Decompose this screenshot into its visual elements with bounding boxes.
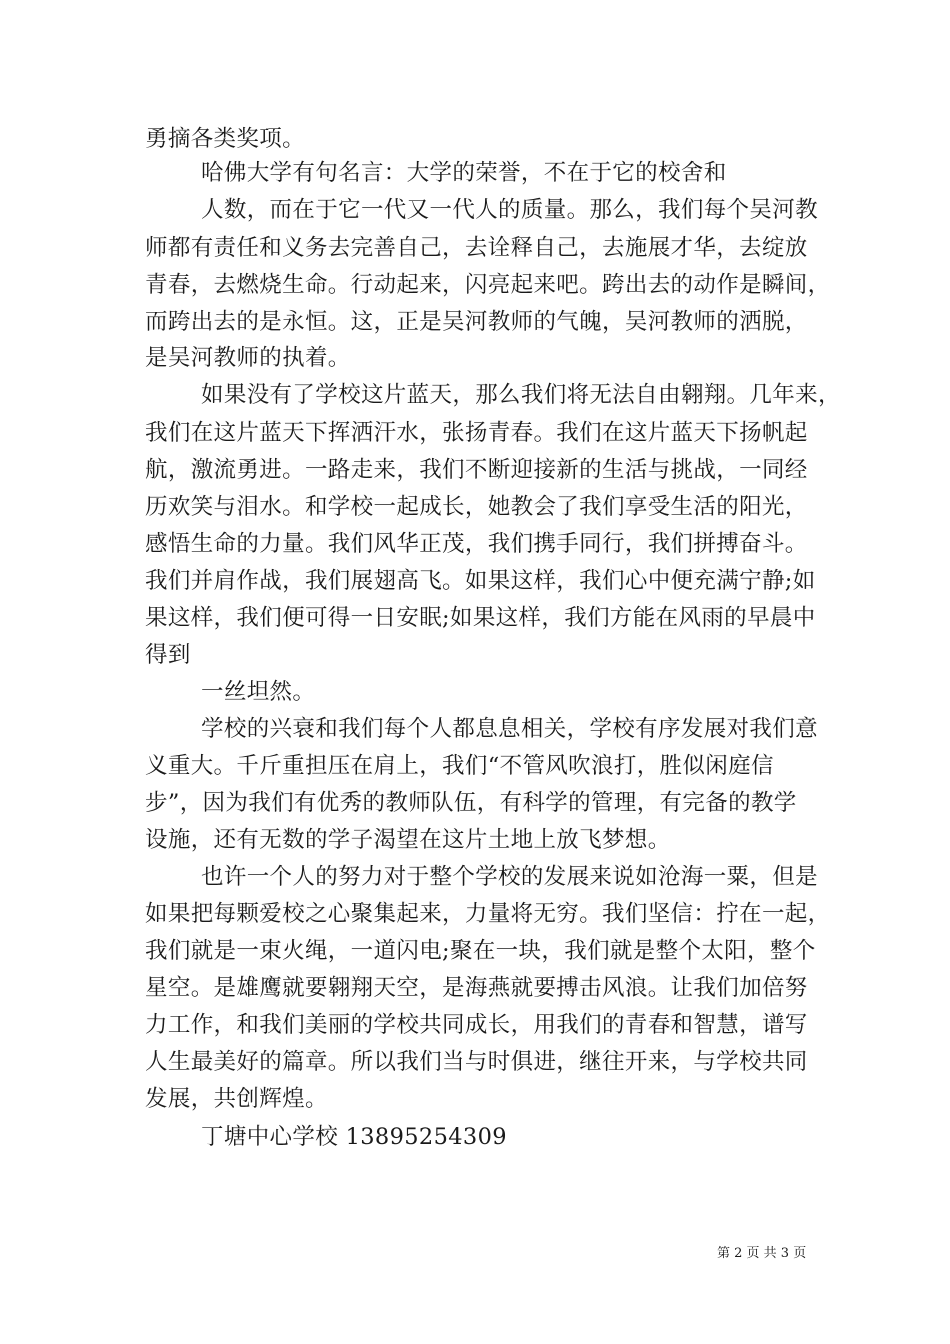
text-line-19: 步”，因为我们有优秀的教师队伍，有科学的管理，有完备的教学 [145, 790, 797, 816]
text-line-11: 历欢笑与泪水。和学校一起成长，她教会了我们享受生活的阳光， [145, 494, 808, 520]
text-line-14: 果这样，我们便可得一日安眠;如果这样，我们方能在风雨的早晨中 [145, 605, 816, 631]
text-line-12: 感悟生命的力量。我们风华正茂，我们携手同行，我们拼搏奋斗。 [145, 531, 808, 557]
text-line-15: 得到 [145, 642, 191, 668]
text-line-5: 青春，去燃烧生命。行动起来，闪亮起来吧。跨出去的动作是瞬间， [145, 272, 831, 298]
text-line-3: 人数，而在于它一代又一代人的质量。那么，我们每个吴河教 [201, 197, 818, 223]
text-line-1: 勇摘各类奖项。 [145, 126, 305, 152]
text-line-16: 一丝坦然。 [201, 679, 316, 705]
text-line-17: 学校的兴衰和我们每个人都息息相关，学校有序发展对我们意 [201, 716, 818, 742]
page-indicator: 第 2 页 共 3 页 [717, 1246, 807, 1261]
text-line-7: 是吴河教师的执着。 [145, 345, 351, 371]
text-line-27: 发展，共创辉煌。 [145, 1086, 328, 1112]
text-line-8: 如果没有了学校这片蓝天，那么我们将无法自由翱翔。几年来， [201, 382, 841, 408]
text-line-25: 力工作，和我们美丽的学校共同成长，用我们的青春和智慧，谱写 [145, 1012, 808, 1038]
text-line-24: 星空。是雄鹰就要翱翔天空，是海燕就要搏击风浪。让我们加倍努 [145, 975, 808, 1001]
text-line-10: 航，激流勇进。一路走来，我们不断迎接新的生活与挑战，一同经 [145, 457, 808, 483]
text-line-13: 我们并肩作战，我们展翅高飞。如果这样，我们心中便充满宁静;如 [145, 568, 816, 594]
text-line-4: 师都有责任和义务去完善自己，去诠释自己，去施展才华，去绽放 [145, 235, 808, 261]
text-line-21: 也许一个人的努力对于整个学校的发展来说如沧海一粟，但是 [201, 864, 818, 890]
text-line-9: 我们在这片蓝天下挥洒汗水，张扬青春。我们在这片蓝天下扬帆起 [145, 420, 808, 446]
text-line-2: 哈佛大学有句名言：大学的荣誉，不在于它的校舍和 [201, 160, 727, 186]
text-line-23: 我们就是一束火绳，一道闪电;聚在一块，我们就是整个太阳，整个 [145, 938, 816, 964]
text-line-26: 人生最美好的篇章。所以我们当与时俱进，继往开来，与学校共同 [145, 1049, 808, 1075]
text-line-22: 如果把每颗爱校之心聚集起来，力量将无穷。我们坚信：拧在一起， [145, 901, 831, 927]
text-line-6: 而跨出去的是永恒。这，正是吴河教师的气魄，吴河教师的洒脱， [145, 309, 808, 335]
signature-line: 丁塘中心学校 13895254309 [201, 1124, 507, 1150]
text-line-20: 设施，还有无数的学子渴望在这片土地上放飞梦想。 [145, 827, 671, 853]
text-line-18: 义重大。千斤重担压在肩上，我们“不管风吹浪打，胜似闲庭信 [145, 753, 774, 779]
